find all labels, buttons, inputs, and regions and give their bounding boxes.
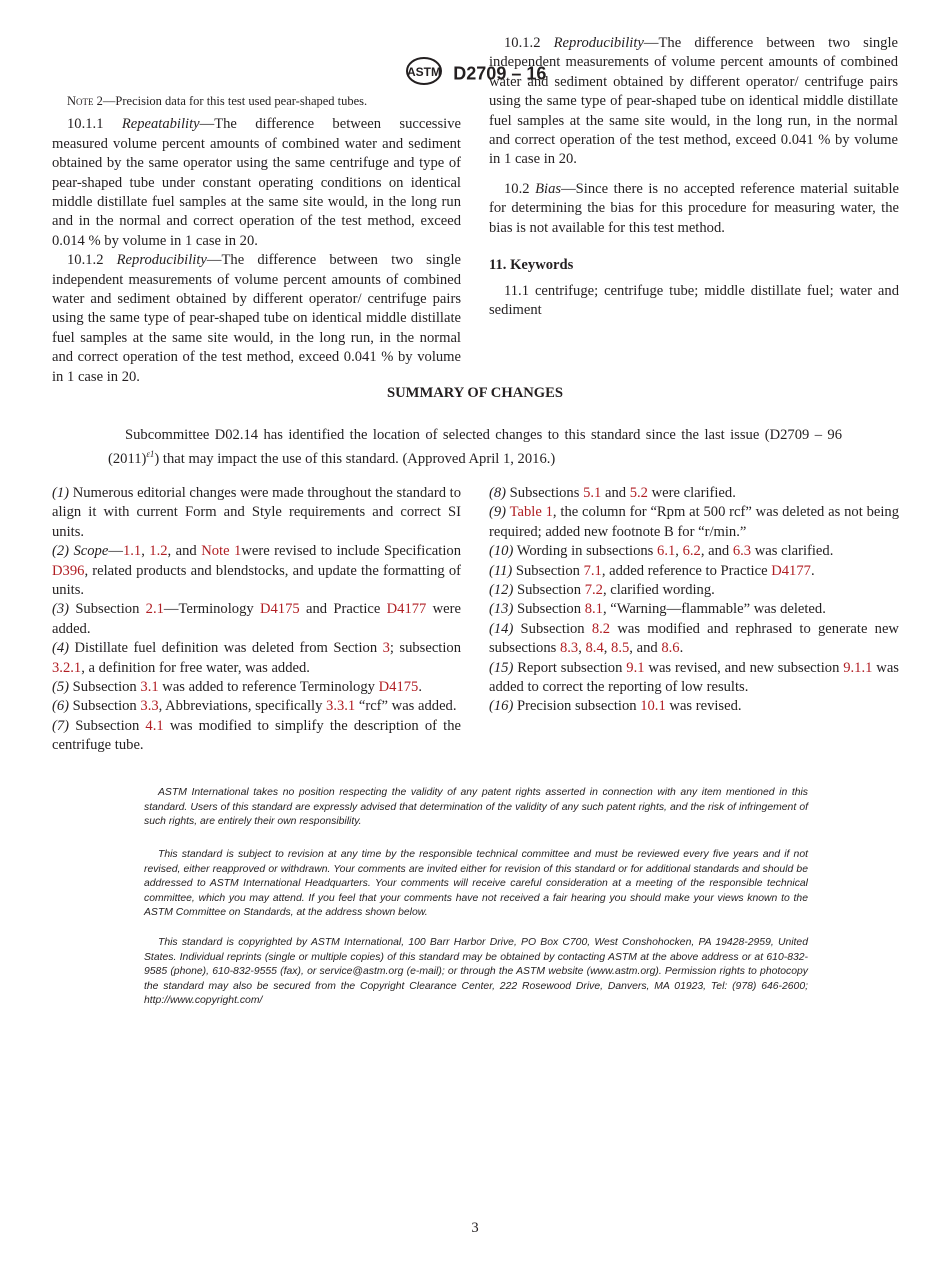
change-text: . [810,562,815,579]
change-text: Subsection [513,620,592,637]
section-link[interactable]: 7.1 [583,562,602,579]
section-link[interactable]: 7.2 [584,582,603,599]
change-item [52,639,461,678]
change-item [489,562,899,581]
summary-title: SUMMARY OF CHANGES [387,385,563,401]
section-link[interactable]: 1.2 [149,543,168,560]
section-link[interactable]: 8.3 [559,640,579,657]
section-link[interactable]: 1.1 [122,543,142,560]
section-link[interactable]: D4175 [259,601,300,618]
change-text: (10) [489,543,514,560]
patent-notice: ASTM International takes no position respecting the validity of any patent rights asserted in connection with any item mentioned in this standard. Users of this standard are expressly advised that determination of the validity of any such patent rights, and the risk of infringement of such rights, are entirely their own responsibility. [144,787,808,828]
change-item [489,542,899,561]
summary-intro: Subcommittee D02.14 has identified the location of selected changes to this standard since the last issue (D2709 – 96 $(2011)^{\varepsilon 1}$) that may impact the use of this standard. (Approved April 1, 2016.) [108,427,842,468]
change-text: ; subsection [389,640,461,657]
change-text: was revised. [665,698,742,715]
change-text: (16) [489,698,514,715]
change-item [52,600,461,639]
repeatability-paragraph: 10.1.1 Repeatability—The difference between successive measured volume percent amounts of combined water and sediment obtained by the same operator using the same centrifuge and type of pear-shaped tube under constant operating conditions on identical middle distillate fuel samples at the same site would, in the long run and in the normal and correct operation of the test method, exceed 0.014 % by volume in 1 case in 20. [52,116,461,249]
change-item [489,620,899,659]
change-text: Subsection [69,601,146,618]
change-text: was added to correct the reporting of low results. [489,659,899,696]
section-link[interactable]: 9.1 [626,659,645,676]
change-text: Numerous editorial changes were made throughout the standard to align it with current Form and Style requirements and correct SI units. [52,485,461,540]
change-text: (11) [489,562,513,579]
section-link[interactable]: 3.1 [140,679,159,696]
change-text: were clarified. [647,485,736,501]
change-text: . [679,640,684,657]
change-text: and [601,485,630,501]
change-text: —Terminology [163,601,260,618]
change-item [489,581,899,600]
change-item [52,678,461,697]
change-text: (2) [52,543,74,560]
change-text: , related products and blendstocks, and update the formatting of units. [52,562,461,599]
change-text: , [578,640,586,657]
changes-list-left [52,484,461,756]
change-text: , and [167,543,202,560]
section-link[interactable]: 3.3.1 [326,698,356,715]
change-text: (3) [52,601,70,618]
section-link[interactable]: 3 [382,640,390,657]
section-link[interactable]: 6.2 [682,543,701,560]
section-link[interactable]: 3.2.1 [52,659,82,676]
section-link[interactable]: 10.1 [640,698,666,715]
change-text: Precision subsection [513,698,641,715]
section-link[interactable]: 4.1 [145,717,164,734]
change-text: , added reference to Practice [601,562,772,579]
change-text: was added to reference Terminology [158,679,379,696]
section-link[interactable]: Note 1 [201,543,242,560]
change-text: Subsection [513,582,585,599]
change-text: (1) [52,485,70,501]
change-item [52,484,461,542]
change-text: , a definition for free water, was added. [81,659,310,676]
change-text: — [108,543,123,560]
change-text: , and [700,543,733,560]
section-link[interactable]: 8.2 [591,620,611,637]
change-text: , “Warning—flammable” was deleted. [602,601,826,618]
change-item [489,503,899,542]
change-text: (14) [489,620,514,637]
change-text: were revised to include Specification [241,543,461,560]
change-text: (7) [52,717,70,734]
astm-logo-icon [404,56,444,92]
change-text: Subsection [513,601,585,618]
change-text: , Abbreviations, specifically [158,698,327,715]
section-link[interactable]: Table 1 [509,504,553,521]
change-text: (6) [52,698,70,715]
section-link[interactable]: 2.1 [145,601,164,618]
reproducibility-paragraph: 10.1.2 Reproducibility—The difference between two single independent measurements of volume percent amounts of combined water and sediment obtained by different operator/ centrifuge pairs using the same type of pear-shaped tube on identical middle distillate fuel samples at the same site would, in the long run, in the normal and correct operation of the test method, exceed 0.041 % by volume in 1 case in 20. [52,252,461,385]
change-item [489,697,899,716]
change-text: Report subsection [513,659,627,676]
change-text: was modified to simplify the description of the centrifuge tube. [52,717,461,754]
change-item [489,659,899,698]
change-text: Distillate fuel definition was deleted from Section [69,640,383,657]
change-text: , [675,543,683,560]
change-text: (13) [489,601,514,618]
standard-designation: D2709 – 16 [453,63,547,84]
section-link[interactable]: 6.3 [732,543,752,560]
keywords-paragraph: 11.1 centrifuge; centrifuge tube; middle distillate fuel; water and sediment [489,282,899,319]
change-text: , the column for “Rpm at 500 rcf” was deleted as not being required; added new footnote B for “r/min.” [489,504,899,540]
change-text: Wording in subsections [513,543,658,560]
section-link[interactable]: D4177 [386,601,427,618]
change-text: (15) [489,659,514,676]
change-text: Scope [73,543,109,560]
reproducibility-continued: 10.1.2 Reproducibility—The difference between two single independent measurements of volume percent amounts of combined water and sediment obtained by different operator/ centrifuge pairs using the same type of pear-shaped tube on identical middle distillate fuel samples at the same site would, in the long run, in the normal and correct operation of the test method, exceed 0.041 % by volume in 1 case in 20. [489,35,898,168]
revision-notice: This standard is subject to revision at any time by the responsible technical committee and must be reviewed every five years and if not revised, either reapproved or withdrawn. Your comments are invited either for revision of this standard or for additional standards and should be addressed to ASTM International Headquarters. Your comments will receive careful consideration at a meeting of the responsible technical committee, which you may attend. If you feel that your comments have not received a fair hearing you should make your views known to the ASTM Committee on Standards, at the address shown below. [144,849,808,919]
bias-paragraph: 10.2 Bias—Since there is no accepted reference material suitable for determining the bias for this procedure for measuring water, the bias is not available for this test method. [489,181,899,236]
section-link[interactable]: 8.5 [611,640,630,657]
change-text: and Practice [299,601,387,618]
section-link[interactable]: D4177 [771,562,811,579]
keywords-heading: 11. Keywords [489,257,574,274]
change-item [52,542,461,600]
change-item [52,697,461,716]
change-text: , [603,640,612,657]
section-link[interactable]: 8.6 [661,640,680,657]
change-text: , and [629,640,662,657]
change-text: (8) [489,485,507,501]
change-text: , clarified wording. [602,582,715,599]
change-text: , [141,543,150,560]
section-link[interactable]: 9.1.1 [843,659,873,676]
changes-list-right [489,484,899,717]
change-text: Subsection [69,717,146,734]
section-link[interactable]: 6.1 [657,543,676,560]
change-text: Subsections [506,485,584,501]
section-link[interactable]: 5.1 [583,485,602,501]
change-text: (5) [52,679,70,696]
svg-text:ASTM: ASTM [406,65,441,79]
change-text: (4) [52,640,70,657]
change-text: Subsection [69,698,141,715]
change-item [489,600,899,619]
change-item [52,717,461,756]
section-link[interactable]: 5.2 [629,485,648,501]
change-item [489,484,899,503]
section-link[interactable]: 8.1 [584,601,603,618]
note-2: Note 2—Precision data for this test used pear-shaped tubes. [67,94,368,108]
change-text: (9) [489,504,507,521]
change-text: was modified and rephrased to generate new subsections [489,620,899,657]
section-link[interactable]: D4175 [378,679,419,696]
change-text: Subsection [512,562,584,579]
section-link[interactable]: 8.4 [585,640,604,657]
change-text: was revised, and new subsection [644,659,844,676]
change-text: “rcf” was added. [355,698,457,715]
section-link[interactable]: 3.3 [140,698,159,715]
change-text: . [418,679,422,696]
section-link[interactable]: D396 [52,562,85,579]
page-number: 3 [471,1220,479,1236]
change-text: Subsection [69,679,141,696]
left-column-section10 [52,92,461,385]
copyright-notice: This standard is copyrighted by ASTM International, 100 Barr Harbor Drive, PO Box C700, West Conshohocken, PA 19428-2959, United States. Individual reprints (single or multiple copies) of this standard may be obtained by contacting ASTM at the above address or at 610-832-9585 (phone), 610-832-9555 (fax), or service@astm.org (e-mail); or through the ASTM website (www.astm.org). Permission rights to photocopy the standard may also be secured from the Copyright Clearance Center, 222 Rosewood Drive, Danvers, MA 01923, Tel: (978) 646-2600; http://www.copyright.com/ [144,937,808,1007]
change-text: was clarified. [751,543,834,560]
change-text: (12) [489,582,514,599]
change-text: were added. [52,601,461,637]
